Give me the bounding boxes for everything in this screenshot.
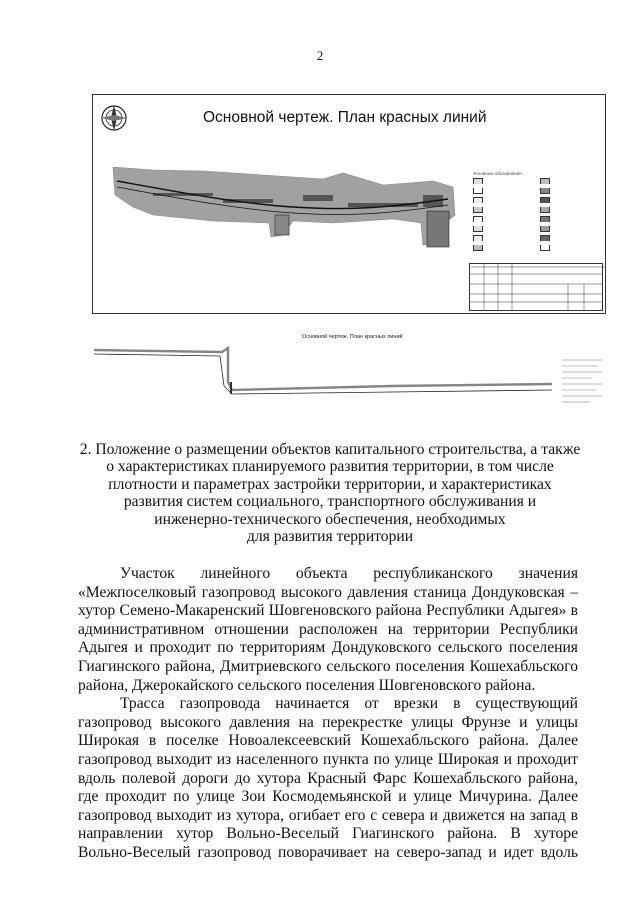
- legend-item: [540, 245, 603, 251]
- paragraph1-line: «Межпоселковый газопровод высокого давления станица Дондуковская –: [78, 583, 578, 601]
- route-graphic: [92, 326, 612, 418]
- legend-item: [540, 197, 603, 203]
- heading-line: развития систем социального, транспортного обслуживания и: [123, 493, 537, 511]
- paragraph1-line: Гиагинского района, Дмитриевского сельского поселения Кошехабльского: [78, 657, 578, 675]
- legend-item: [540, 178, 603, 184]
- body-text: [78, 565, 578, 863]
- legend-item: [540, 226, 603, 232]
- legend-item: [540, 235, 603, 241]
- paragraph1-line: Участок линейного объекта республиканского значения: [120, 565, 578, 582]
- drawing-title-small: Основной чертеж. План красных линий: [302, 334, 403, 340]
- legend-title: Условные обозначения:: [473, 171, 523, 176]
- paragraph2-line: газопровод выходит из населенного пункта по улице Широкая и проходит: [78, 750, 578, 768]
- legend-block: [562, 356, 604, 406]
- paragraph2-line: Вольно-Веселый газопровод поворачивает на северо-запад и идет вдоль: [78, 843, 578, 861]
- paragraph2-line: Трасса газопровода начинается от врезки в существующий: [120, 695, 578, 713]
- drawing-legend: [473, 171, 603, 251]
- heading-line: плотности и параметрах застройки территории, и характеристиках: [108, 475, 552, 493]
- legend-item: [540, 216, 603, 222]
- heading-line: о характеристиках планируемого развития территории, в том числе: [106, 458, 554, 476]
- section-heading: [70, 441, 590, 545]
- legend-item: [473, 245, 536, 251]
- paragraph1-line: района, Джерокайского сельского поселения Шовгеновского района.: [78, 676, 536, 694]
- legend-item: [473, 188, 536, 194]
- legend-item: [473, 178, 536, 184]
- paragraph1-line: Адыгея и проходит по территориям Дондуковского сельского поселения: [78, 639, 578, 657]
- paragraph1-line: хутор Семено-Макаренский Шовгеновского района Республики Адыгея» в: [78, 602, 578, 620]
- legend-item: [473, 197, 536, 203]
- heading-line: 2. Положение о размещении объектов капитального строительства, а также: [79, 441, 581, 458]
- legend-item: [540, 188, 603, 194]
- heading-line: для развития территории: [246, 528, 414, 546]
- legend-item: [473, 226, 536, 232]
- paragraph2-line: газопровод высокого давления на перекрестке улицы Фрунзе и улицы: [78, 713, 578, 731]
- legend-item: [473, 216, 536, 222]
- paragraph1-line: административном отношении расположен на территории Республики: [78, 620, 578, 638]
- main-drawing-red-lines-plan: [92, 94, 606, 314]
- paragraph2-line: где проходит по улице Зои Космодемьянской и улице Мичурина. Далее: [78, 788, 578, 806]
- paragraph2-line: вдоль полевой дороги до хутора Красный Фарс Кошехабльского района,: [78, 769, 578, 787]
- title-block-stamp: [469, 263, 603, 311]
- page-number: 2: [316, 48, 324, 63]
- legend-item: [473, 207, 536, 213]
- legend-item: [540, 207, 603, 213]
- legend-item: [473, 235, 536, 241]
- drawing-title: Основной чертеж. План красных линий: [203, 109, 487, 126]
- paragraph2-line: направлении хутор Вольно-Веселый Гиагинского района. В хуторе: [78, 825, 578, 843]
- paragraph2-line: газопровод выходит из хутора, огибает его с севера и движется на запад в: [78, 806, 578, 824]
- legend-grid: [473, 178, 603, 251]
- heading-line: инженерно-технического обеспечения, необходимых: [154, 510, 506, 528]
- secondary-drawing-red-lines-plan: [92, 326, 612, 418]
- paragraph2-line: Широкая в поселке Новоалексеевский Кошехабльского района. Далее: [78, 732, 578, 750]
